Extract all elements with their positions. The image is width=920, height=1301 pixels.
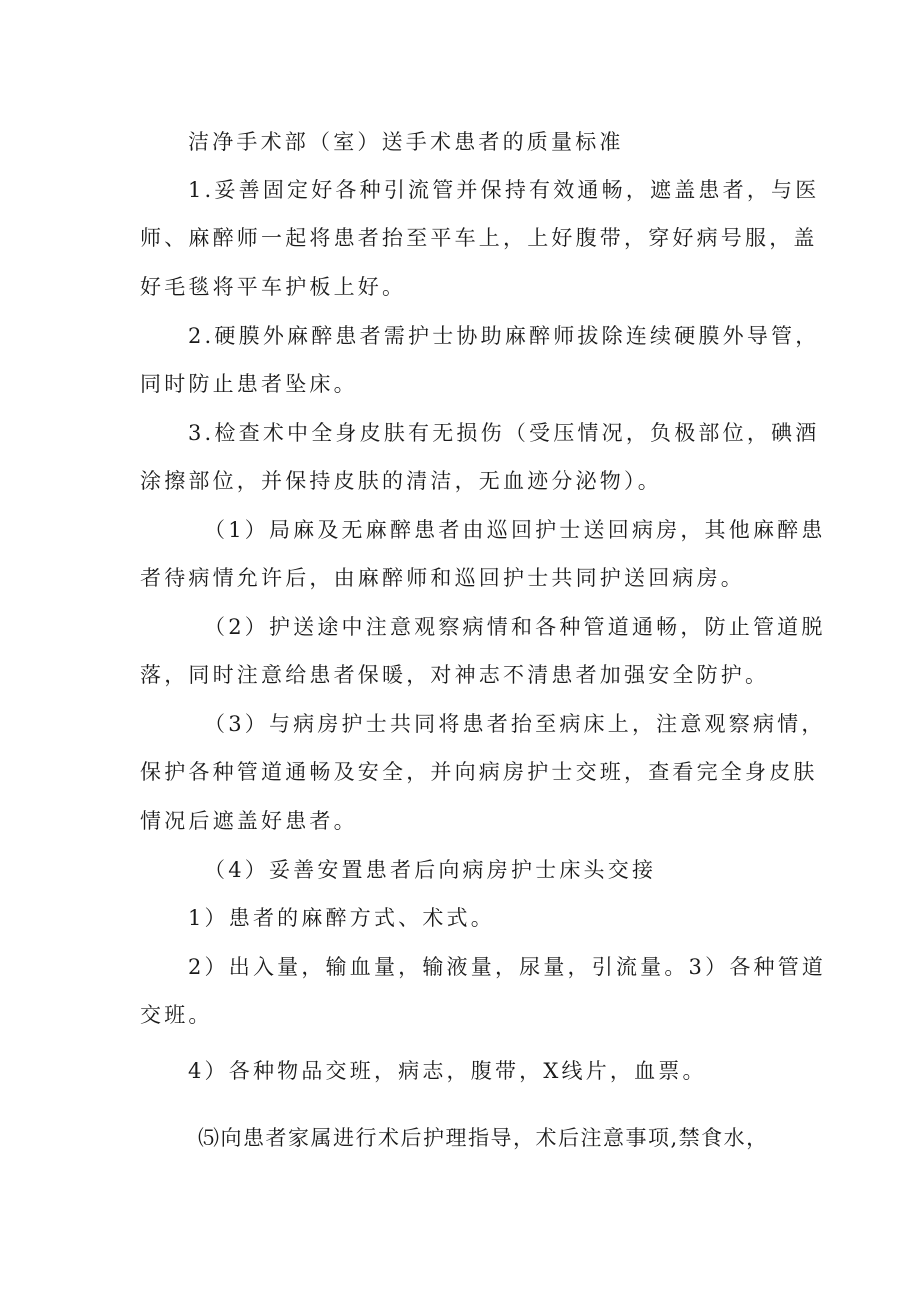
paragraph-line: 1.妥善固定好各种引流管并保持有效通畅，遮盖患者，与医 <box>188 178 820 202</box>
paragraph-line: 4）各种物品交班，病志，腹带，X线片，血票。 <box>188 1059 707 1083</box>
paragraph-line: 涂擦部位，并保持皮肤的清洁，无血迹分泌物）。 <box>140 469 662 493</box>
paragraph-line: 者待病情允许后，由麻醉师和巡回护士共同护送回病房。 <box>140 566 745 590</box>
paragraph-line: 1）患者的麻醉方式、术式。 <box>188 906 495 930</box>
paragraph-line: 3.检查术中全身皮肤有无损伤（受压情况，负极部位，碘酒 <box>188 421 820 445</box>
paragraph-line: 2.硬膜外麻醉患者需护士协助麻醉师拔除连续硬膜外导管， <box>188 324 820 348</box>
paragraph-line: （1）局麻及无麻醉患者由巡回护士送回病房，其他麻醉患 <box>204 518 826 542</box>
paragraph-line: 好毛毯将平车护板上好。 <box>140 275 407 299</box>
paragraph-line: 落，同时注意给患者保暖，对神志不清患者加强安全防护。 <box>140 663 770 687</box>
paragraph-line: ⑸向患者家属进行术后护理指导，术后注意事项,禁食水， <box>198 1126 769 1150</box>
paragraph-line: （3）与病房护士共同将患者抬至病床上，注意观察病情， <box>204 712 826 736</box>
paragraph-line: 同时防止患者坠床。 <box>140 372 358 396</box>
paragraph-line: 师、麻醉师一起将患者抬至平车上，上好腹带，穿好病号服，盖 <box>140 226 818 250</box>
paragraph-line: 情况后遮盖好患者。 <box>140 809 358 833</box>
paragraph-line: 保护各种管道通畅及安全，并向病房护士交班，查看完全身皮肤 <box>140 760 818 784</box>
paragraph-line: （2）护送途中注意观察病情和各种管道通畅，防止管道脱 <box>204 615 826 639</box>
document-title: 洁净手术部（室）送手术患者的质量标准 <box>188 130 624 154</box>
paragraph-line: 交班。 <box>140 1003 213 1027</box>
paragraph-line: （4）妥善安置患者后向病房护士床头交接 <box>204 858 657 882</box>
paragraph-line: 2）出入量，输血量，输液量，尿量，引流量。3）各种管道 <box>188 955 827 979</box>
